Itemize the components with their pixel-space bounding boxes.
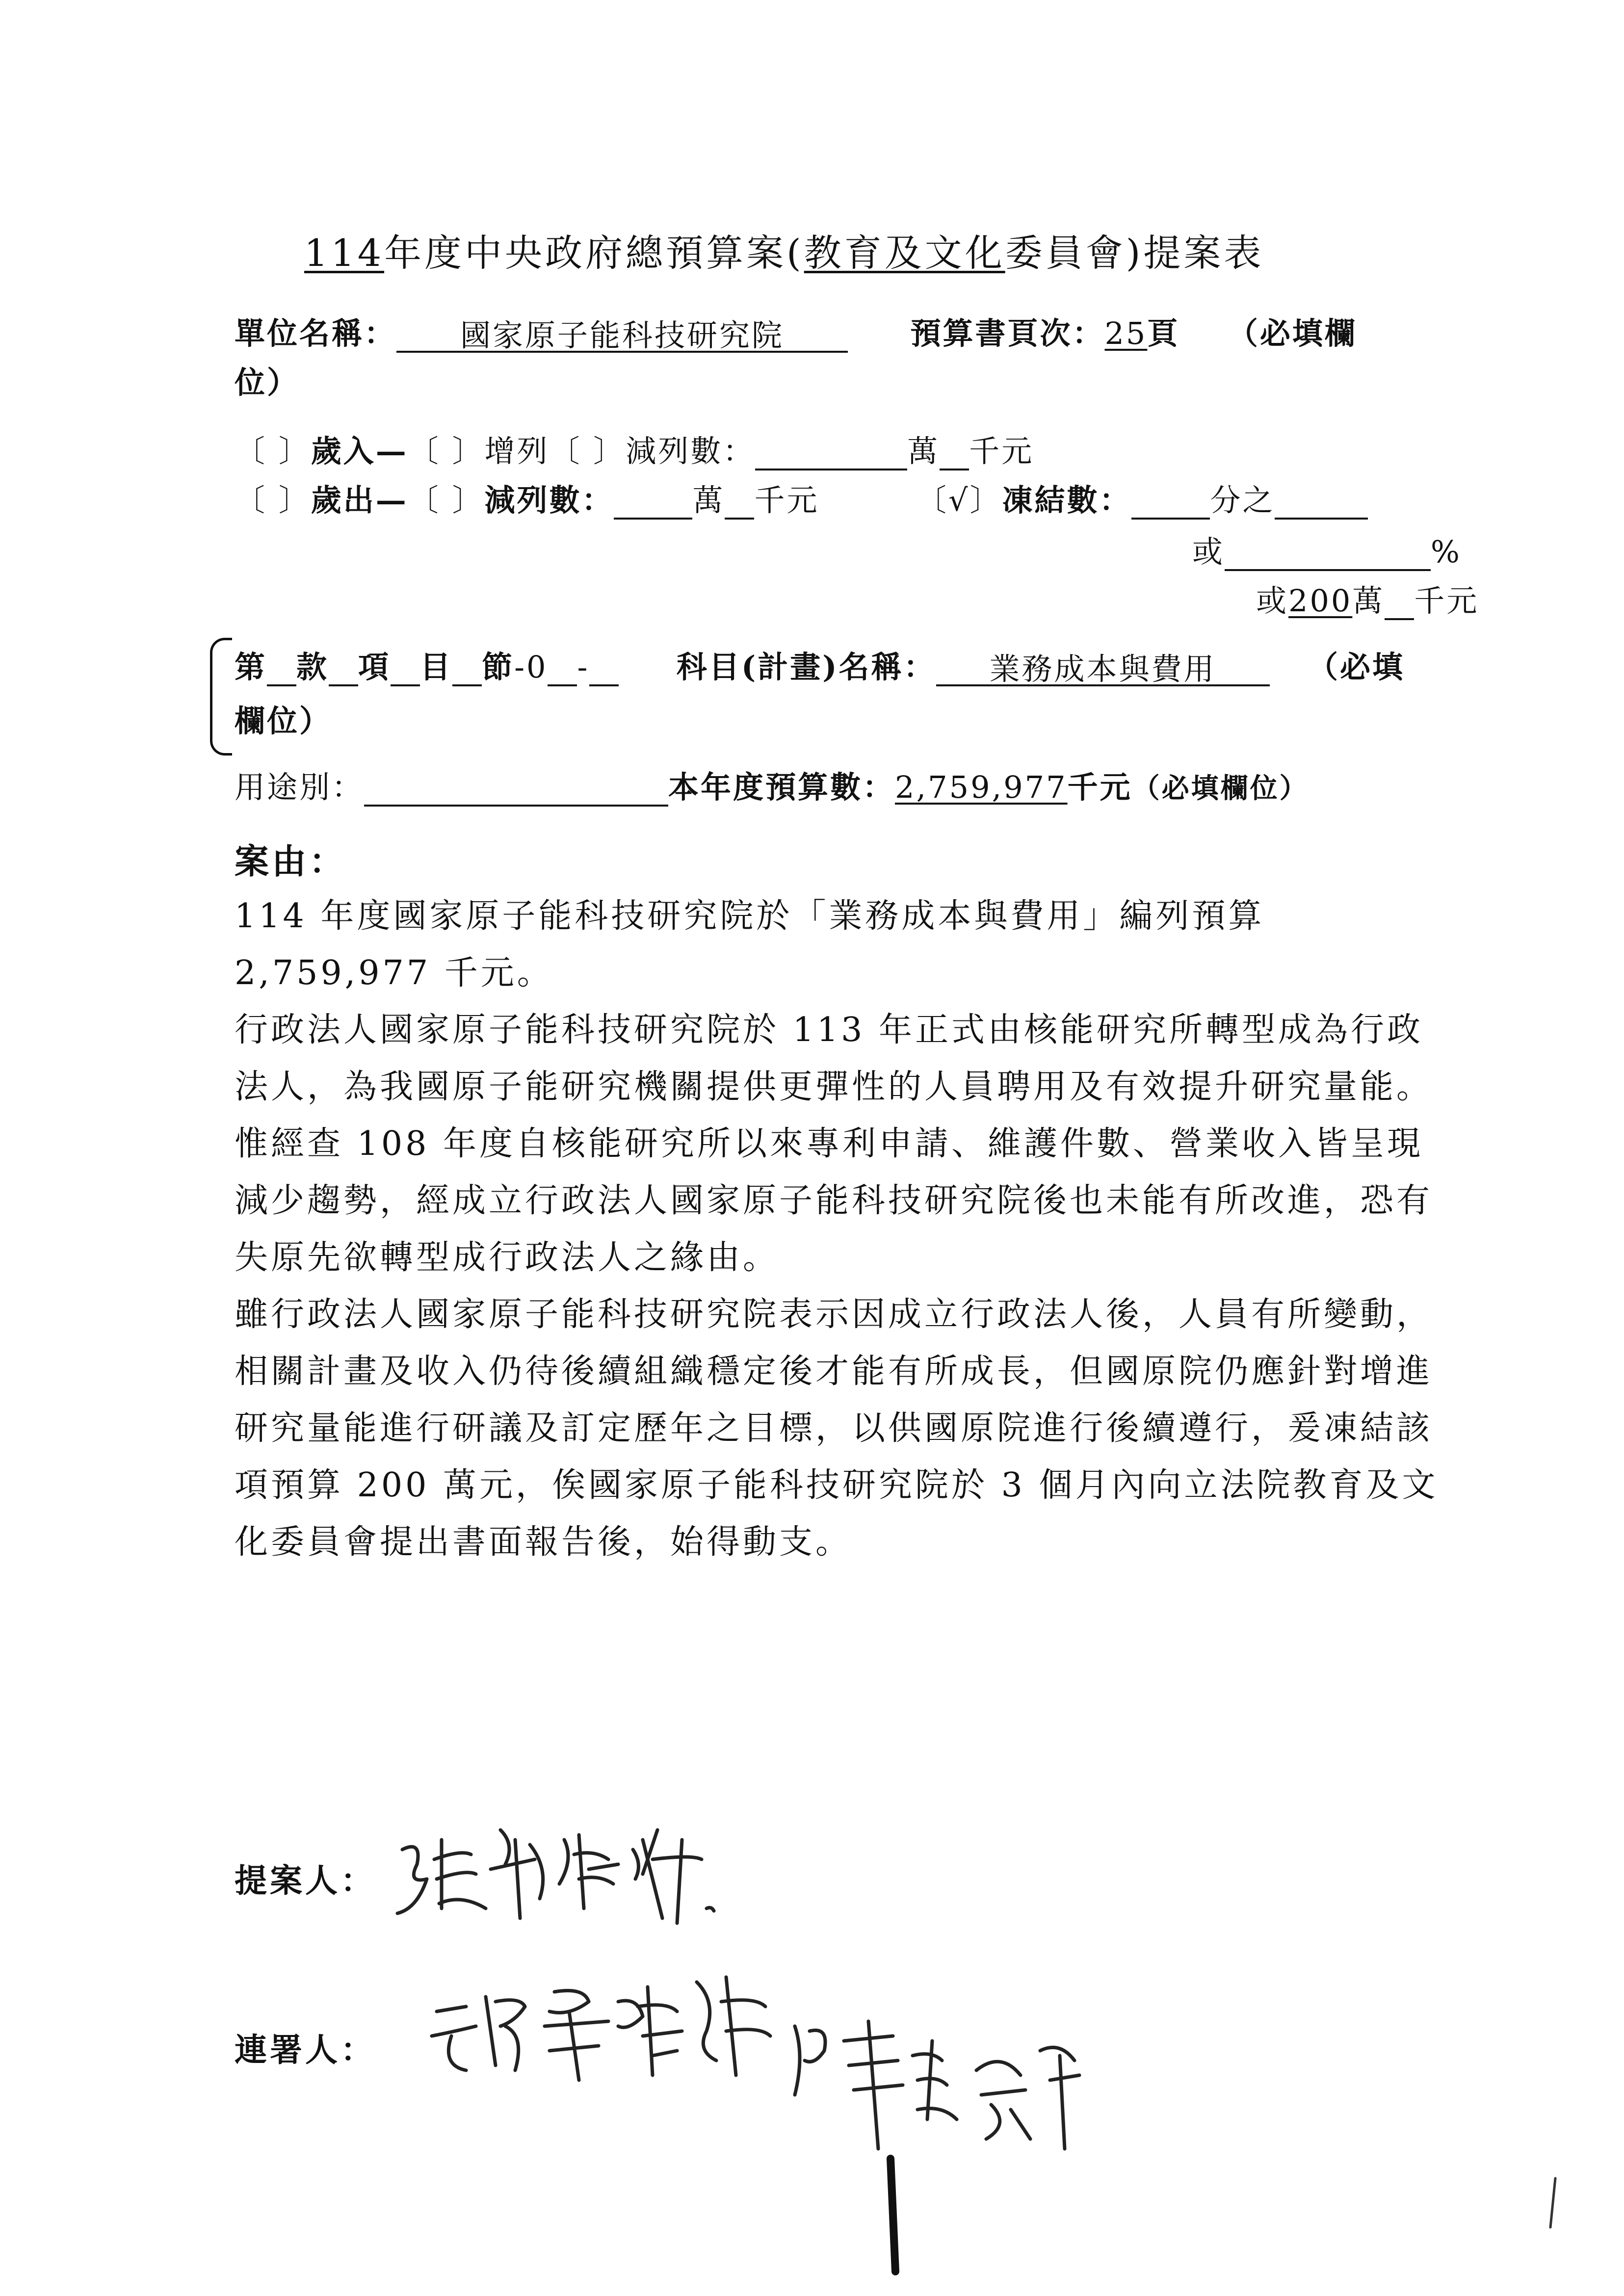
subject-code-field[interactable] bbox=[548, 655, 577, 686]
freeze-percent-field[interactable] bbox=[1225, 540, 1431, 571]
revenue-qian-field[interactable] bbox=[940, 439, 969, 470]
subject-dash-zero: -0 bbox=[514, 649, 548, 685]
unit-row bbox=[235, 309, 1357, 353]
unit-name: 國家原子能科技研究院 bbox=[460, 317, 785, 353]
subject-jie: 節 bbox=[482, 649, 515, 685]
subject-name-label: 科目(計畫)名稱： bbox=[676, 649, 936, 685]
subject-mu-field[interactable] bbox=[452, 655, 482, 686]
expenditure-qian-unit: 千元 bbox=[754, 482, 819, 518]
freeze-fraction-label: 分之 bbox=[1210, 482, 1275, 518]
revenue-qian-unit: 千元 bbox=[969, 433, 1034, 469]
page-label: 預算書頁次： bbox=[910, 315, 1105, 351]
freeze-qian-field[interactable] bbox=[1385, 589, 1414, 620]
freeze-percent-sign: % bbox=[1431, 534, 1462, 570]
budget-required-note: （必填欄位） bbox=[1132, 772, 1309, 805]
expenditure-row bbox=[235, 476, 1368, 520]
expenditure-qian-field[interactable] bbox=[725, 488, 754, 520]
subject-name: 業務成本與費用 bbox=[989, 651, 1216, 687]
unit-name-field[interactable] bbox=[396, 317, 848, 353]
freeze-amount-row bbox=[1256, 576, 1479, 620]
reason-paragraph: 惟經查 108 年度自核能研究所以來專利申請、維護件數、營業收入皆呈現減少趨勢，經成立行政法人國家原子能科技研究院後也未能有所改進，恐有失原先欲轉型成行政法人之緣由。 bbox=[235, 1124, 1433, 1277]
subject-row bbox=[235, 643, 1405, 686]
freeze-percent-row bbox=[1192, 527, 1462, 571]
reason-paragraph: 114 年度國家原子能科技研究院於「業務成本與費用」編列預算 2,759,977 千元。 bbox=[235, 897, 1265, 992]
revenue-decrease-label: 減列數： bbox=[626, 433, 756, 469]
expenditure-checkbox[interactable]: 〔 〕 bbox=[235, 482, 311, 518]
subject-di: 第 bbox=[235, 649, 267, 685]
subject-xiang-field[interactable] bbox=[391, 655, 420, 686]
subject-dash: - bbox=[577, 649, 590, 685]
revenue-increase-checkbox[interactable]: 〔 〕 bbox=[408, 433, 485, 469]
freeze-amount: 200 bbox=[1288, 583, 1353, 619]
revenue-increase-label: 增列 bbox=[484, 433, 550, 469]
subject-kuan-field[interactable] bbox=[329, 655, 358, 686]
subject-bracket bbox=[210, 638, 232, 756]
title-committee: 教育及文化 bbox=[804, 231, 1005, 275]
subject-kuan: 款 bbox=[296, 649, 329, 685]
unit-required-note-cont: 位） bbox=[235, 365, 300, 400]
revenue-wan-field[interactable] bbox=[755, 439, 907, 470]
reason-paragraph: 行政法人國家原子能科技研究院於 113 年正式由核能研究所轉型成為行政法人，為我國原子能研究機關提供更彈性的人員聘用及有效提升研究量能。 bbox=[235, 1011, 1433, 1106]
expenditure-decrease-label: 減列數： bbox=[484, 482, 614, 518]
subject-mu: 目 bbox=[420, 649, 453, 685]
freeze-or-label: 或 bbox=[1192, 534, 1225, 570]
freeze-denominator-field[interactable] bbox=[1131, 488, 1210, 520]
subject-required-note: （必填 bbox=[1307, 649, 1405, 685]
revenue-wan-unit: 萬 bbox=[907, 433, 940, 469]
subject-code-field-2[interactable] bbox=[589, 655, 619, 686]
revenue-decrease-checkbox[interactable]: 〔 〕 bbox=[549, 433, 626, 469]
revenue-checkbox[interactable]: 〔 〕 bbox=[235, 433, 311, 469]
budget-amount: 2,759,977 bbox=[895, 769, 1068, 805]
proposer-label: 提案人： bbox=[235, 1861, 376, 1900]
expenditure-decrease-checkbox[interactable]: 〔 〕 bbox=[408, 482, 485, 518]
subject-name-field[interactable] bbox=[936, 651, 1270, 687]
usage-row bbox=[235, 763, 1309, 807]
freeze-numerator-field[interactable] bbox=[1275, 488, 1368, 520]
subject-di-field[interactable] bbox=[267, 655, 296, 686]
unit-required-note: （必填欄 bbox=[1227, 315, 1357, 351]
handwritten-mark bbox=[878, 2154, 908, 2281]
revenue-row bbox=[235, 427, 1034, 470]
cosigner-signature-2 bbox=[785, 2011, 1128, 2159]
freeze-qian-unit: 千元 bbox=[1414, 583, 1479, 619]
subject-required-note-cont: 欄位） bbox=[235, 703, 332, 739]
page-number: 25 bbox=[1104, 315, 1148, 351]
freeze-checkbox[interactable]: 〔√〕 bbox=[916, 482, 1002, 518]
freeze-label: 凍結數： bbox=[1002, 482, 1132, 518]
freeze-or-label-2: 或 bbox=[1256, 583, 1289, 619]
page-unit: 頁 bbox=[1147, 315, 1180, 351]
reason-paragraph: 雖行政法人國家原子能科技研究院表示因成立行政法人後，人員有所變動，相關計畫及收入仍待後續組織穩定後才能有所成長，但國原院仍應針對增進研究量能進行研議及訂定歷年之目標，以供國原院進行後續遵行，爰凍結該項預算 200 萬元，俟國家原子能科技研究院於 3 個月內向立法院教育及文化委員會提出書面報告後，始得動支。 bbox=[235, 1295, 1439, 1562]
unit-label: 單位名稱： bbox=[235, 315, 397, 351]
usage-field[interactable] bbox=[364, 775, 668, 807]
expenditure-label: 歲出— bbox=[311, 482, 408, 518]
reason-body bbox=[235, 888, 1441, 1571]
title-tail: 委員會)提案表 bbox=[1005, 231, 1264, 275]
budget-unit: 千元 bbox=[1067, 769, 1132, 805]
freeze-wan-unit: 萬 bbox=[1352, 583, 1385, 619]
title-mid: 年度中央政府總預算案( bbox=[384, 231, 804, 275]
expenditure-wan-field[interactable] bbox=[614, 488, 692, 520]
document-title bbox=[304, 223, 1264, 277]
revenue-label: 歲入— bbox=[311, 433, 408, 469]
usage-label: 用途別： bbox=[235, 769, 365, 805]
proposer-signature bbox=[388, 1810, 770, 1938]
cosigner-label: 連署人： bbox=[235, 2031, 376, 2069]
expenditure-wan-unit: 萬 bbox=[692, 482, 725, 518]
budget-label: 本年度預算數： bbox=[668, 769, 895, 805]
reason-heading: 案由： bbox=[235, 841, 346, 882]
subject-xiang: 項 bbox=[358, 649, 391, 685]
title-year: 114 bbox=[304, 231, 385, 275]
margin-mark bbox=[1543, 2173, 1563, 2232]
